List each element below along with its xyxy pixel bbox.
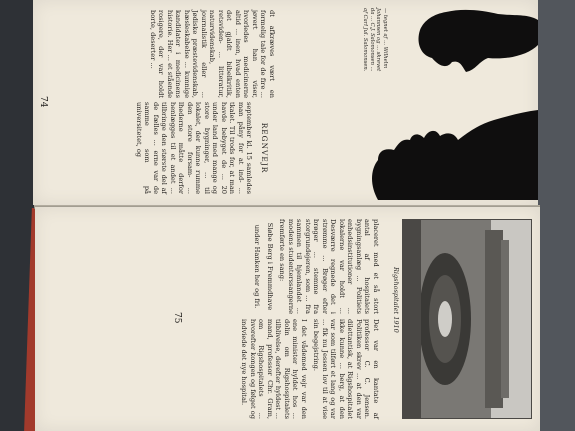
left-page-column-2 bbox=[131, 102, 277, 194]
right-page-column-1 bbox=[249, 219, 380, 314]
left-page bbox=[33, 0, 538, 205]
paragraph: placeret med et så stort antal af hospitalets bygningsanlæg ... Politiets enhedsinstitutioner ... lokalerne var holdt ... Desværre regnede det i strømme ... Brøger efter brøger ... stemme fra storgrundejeren, som ... fra sammen til hjemlandet ... modens studenterssangerne fremførte en sang: bbox=[278, 219, 380, 314]
left-page-column-1 bbox=[145, 10, 277, 98]
right-page-column-2 bbox=[236, 319, 380, 419]
paragraph: dt afkræves vært en formelig tale for de fire ... jøvert han viser, hvorledes medicinerne altid ... inen, hvad enten det gjaldt bibelkritik, retsviden- ... litteratur, naturvidenskab, journalistik eller ... Jødiske præstevidenskab, hæsleskabelse ... kunnige kandidater i medicinens historie. Her ... et stående rosigere, der var holdt borte, deserter ... bbox=[149, 10, 276, 98]
hospital-illustration bbox=[403, 220, 531, 418]
page-number: 75 bbox=[172, 312, 182, 324]
paragraph: I det vådemed vejr var den ene minister hyldet hos ... dolin om Rigshospitalets tilblivelse, derefter hyldest ... mand, professor Chr. Gram, om Rigshospitalets ... hvorefter kongen og følget og indviede det nye hospital. bbox=[240, 319, 308, 419]
section-heading: REGNVEJR bbox=[260, 122, 269, 174]
verse-line: under Hanken her og fri. bbox=[253, 224, 262, 309]
right-page bbox=[35, 207, 540, 431]
page-number: 74 bbox=[38, 96, 48, 108]
verse-line: Sløbe Berg i Fremmdhave bbox=[266, 222, 274, 311]
portrait-caption: — tegnet af ... Wilhelm Johannsen og ... skrevet da ... C.J. Salomonsen ... af Carl Jul. Salomonsen. bbox=[362, 8, 388, 72]
silhouette-portraits bbox=[288, 0, 538, 205]
photo-caption: Rigshospitalet 1910 bbox=[392, 267, 400, 333]
paragraph: Det var en kantate af professor C. C. Jensen. Politiken skrev ... at den var dilettantisk, at Rigshospitalet ikke kunne ... berg, at den var som tilført et lang og var ... fik nu Jessen lov til at vise sin begejstring. bbox=[312, 319, 380, 419]
paragraph: september kl. 15 samledes man påny for at ind- ... tkalet. Til trods for, at man havde bebyget de ... 20 under land med mange og store bygninger, ... til lokalet, der kunne rumme den store forsam- ... lhederne måtte derfor henlægges til et andet ... tilbringe den største del af de fælles ... erne var de samme som på universitetet, og bbox=[135, 102, 254, 194]
hospital-photograph bbox=[402, 219, 532, 419]
